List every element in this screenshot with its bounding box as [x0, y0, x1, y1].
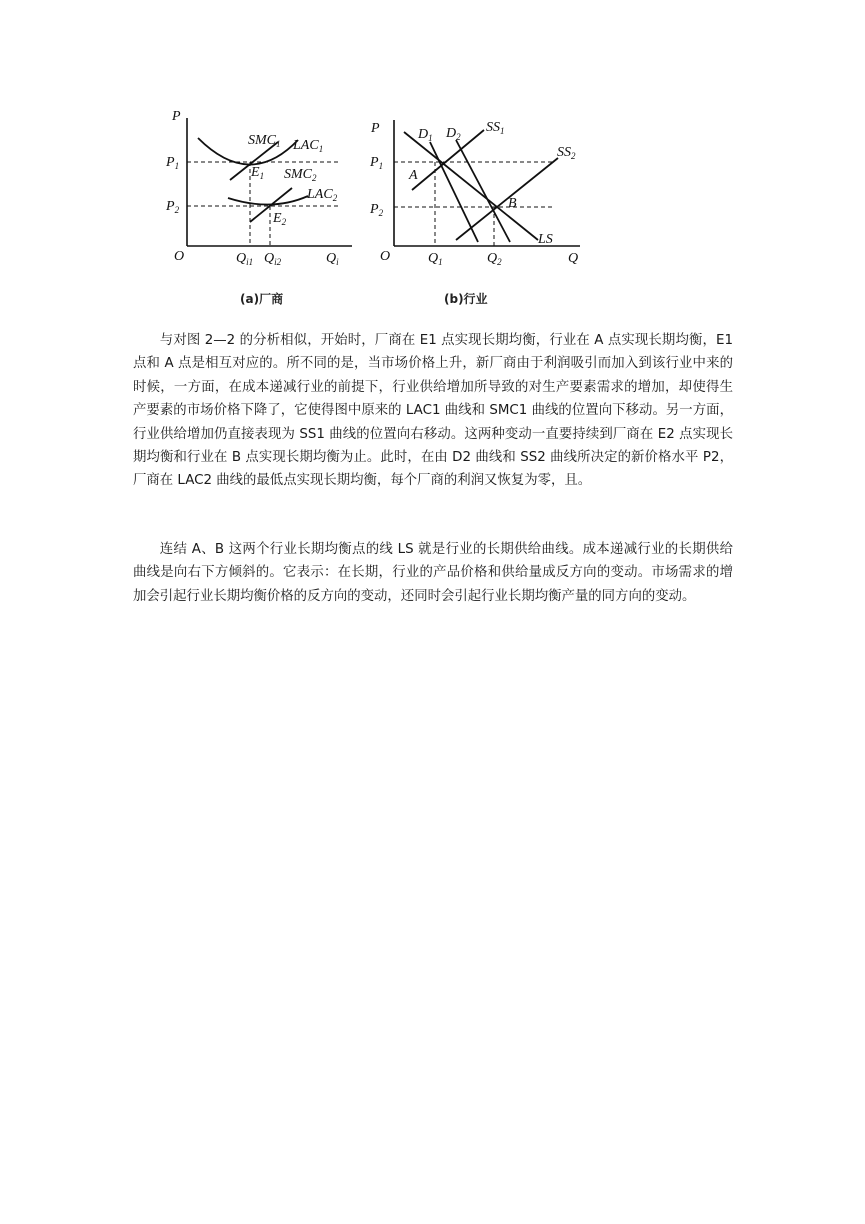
industry-axis-q-label: Q: [568, 251, 579, 266]
industry-axis-p-label: P: [371, 121, 380, 136]
firm-axis-p-label: P: [172, 109, 181, 124]
ss2-label: $SS_2$: [557, 145, 576, 161]
e1-label: $E_1$: [251, 165, 265, 181]
lac2-curve: [228, 196, 308, 205]
ls-label: LS: [538, 232, 553, 247]
qi2-label: $Q_{i2}$: [264, 251, 282, 267]
figure-svg: [160, 100, 620, 315]
d1-label: $D_1$: [418, 127, 433, 143]
industry-p1-label: $P_1$: [370, 155, 384, 171]
industry-origin-label: O: [380, 249, 391, 264]
d2-curve: [456, 140, 510, 242]
e2-label: $E_2$: [273, 211, 287, 227]
paragraph-2-text: 连结 A、B 这两个行业长期均衡点的线 LS 就是行业的长期供给曲线。成本递减行业的长期供给曲线是向右下方倾斜的。它表示：在长期，行业的产品价格和供给量成反方向的变动。市场需求的增加会引起行业长期均衡价格的反方向的变动，还同时会引起行业长期均衡产量的同方向的变动。: [133, 542, 733, 604]
industry-p2-label: $P_2$: [370, 202, 384, 218]
qi1-label: $Q_{i1}$: [236, 251, 254, 267]
lac2-label: $LAC_2$: [307, 187, 338, 203]
firm-origin-label: O: [174, 249, 185, 264]
firm-p1-label: $P_1$: [166, 155, 180, 171]
smc2-label: $SMC_2$: [284, 167, 317, 183]
ss1-label: $SS_1$: [486, 120, 505, 136]
q1-label: $Q_1$: [428, 251, 443, 267]
industry-caption: (b)行业: [444, 292, 488, 306]
firm-p2-label: $P_2$: [166, 199, 180, 215]
point-a-label: A: [409, 168, 418, 183]
paragraph-1: [133, 329, 733, 493]
paragraph-2: [133, 538, 733, 608]
lac1-label: $LAC_1$: [293, 138, 324, 154]
d2-label: $D_2$: [446, 126, 461, 142]
smc1-label: $SMC_1$: [248, 133, 281, 149]
firm-axis-q-label: $Q_i$: [326, 251, 339, 267]
panel-firm: [165, 109, 352, 306]
panel-industry: [369, 120, 580, 306]
point-b-label: B: [508, 196, 517, 211]
paragraph-1-text: 与对图 2—2 的分析相似，开始时，厂商在 E1 点实现长期均衡，行业在 A 点实现长期均衡，E1 点和 A 点是相互对应的。所不同的是，当市场价格上升，新厂商由于利润吸引而加入到该行业中来的时候，一方面，在成本递减行业的前提下，行业供给增加所导致的对生产要素需求的增加，却使得生产要素的市场价格下降了，它使得图中原来的 LAC1 曲线和 SMC1 曲线的位置向下移动。另一方面，行业供给增加仍直接表现为 SS1 曲线的位置向右移动。这两种变动一直要持续到厂商在 E2 点实现长期均衡和行业在 B 点实现长期均衡为止。此时，在由 D2 曲线和 SS2 曲线所决定的新价格水平 P2，厂商在 LAC2 曲线的最低点实现长期均衡，每个厂商的利润又恢复为零，且。: [133, 333, 733, 489]
ls-curve: [404, 132, 538, 240]
economics-figure: [160, 100, 620, 315]
q2-label: $Q_2$: [487, 251, 502, 267]
firm-caption: (a)厂商: [240, 292, 284, 306]
